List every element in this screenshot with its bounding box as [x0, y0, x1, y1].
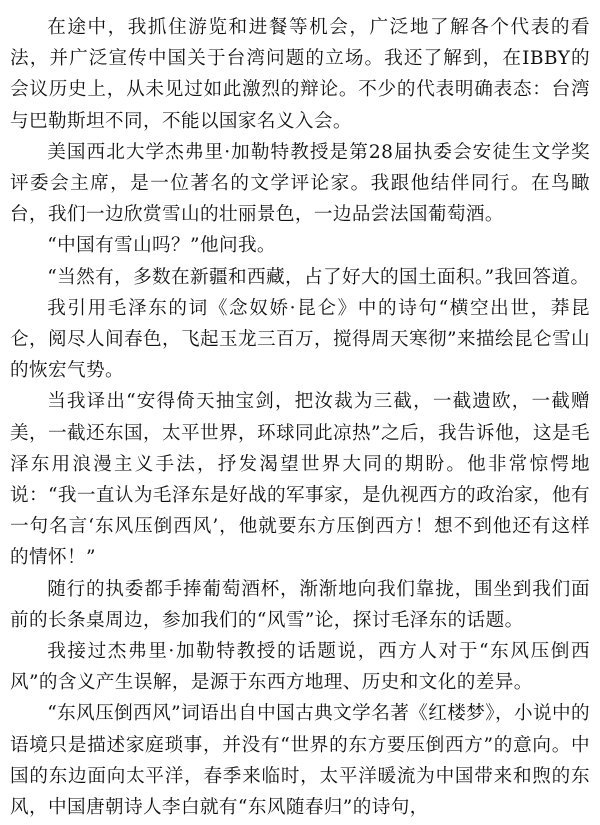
paragraph: 我引用毛泽东的词《念奴娇·昆仑》中的诗句“横空出世，莽昆仑，阅尽人间春色，飞起玉龙三百万，搅得周天寒彻”来描绘昆仑雪山的恢宏气势。: [10, 297, 590, 382]
paragraph: 当我译出“安得倚天抽宝剑，把汝裁为三截，一截遗欧，一截赠美，一截还东国，太平世界，环球同此凉热”之后，我告诉他，这是毛泽东用浪漫主义手法，抒发渴望世界大同的期盼。他非常惊愕地说：“我一直认为毛泽东是好战的军事家，是仇视西方的政治家，他有一句名言‘东风压倒西风’，他就要东方压倒西方！想不到他还有这样的情怀！”: [10, 391, 590, 569]
paragraph: “中国有雪山吗？”他问我。: [47, 235, 276, 257]
paragraph: “东风压倒西风”词语出自中国古典文学名著《红楼梦》，小说中的语境只是描述家庭琐事，并没有“世界的东方要压倒西方”的意向。中国的东边面向太平洋，春季来临时，太平洋暖流为中国带来和煦的东风，中国唐朝诗人李白就有“东风随春归”的诗句，: [10, 703, 590, 819]
paragraph: 随行的执委都手捧葡萄酒杯，渐渐地向我们靠拢，围坐到我们面前的长条桌周边，参加我们的“风雪”论，探讨毛泽东的话题。: [10, 578, 590, 631]
paragraph: 美国西北大学杰弗里·加勒特教授是第28届执委会安徒生文学奖评委会主席，是一位著名的文学评论家。我跟他结伴同行。在鸟瞰台，我们一边欣赏雪山的壮丽景色，一边品尝法国葡萄酒。: [10, 141, 590, 226]
paragraph: 在途中，我抓住游览和进餐等机会，广泛地了解各个代表的看法，并广泛宣传中国关于台湾问题的立场。我还了解到，在IBBY的会议历史上，从未见过如此激烈的辩论。不少的代表明确表态：台湾与巴勒斯坦不同，不能以国家名义入会。: [10, 17, 590, 132]
paragraph: 我接过杰弗里·加勒特教授的话题说，西方人对于“东风压倒西风”的含义产生误解，是源于东西方地理、历史和文化的差异。: [10, 641, 590, 694]
paragraph: “当然有，多数在新疆和西藏，占了好大的国土面积。”我回答道。: [47, 266, 590, 288]
